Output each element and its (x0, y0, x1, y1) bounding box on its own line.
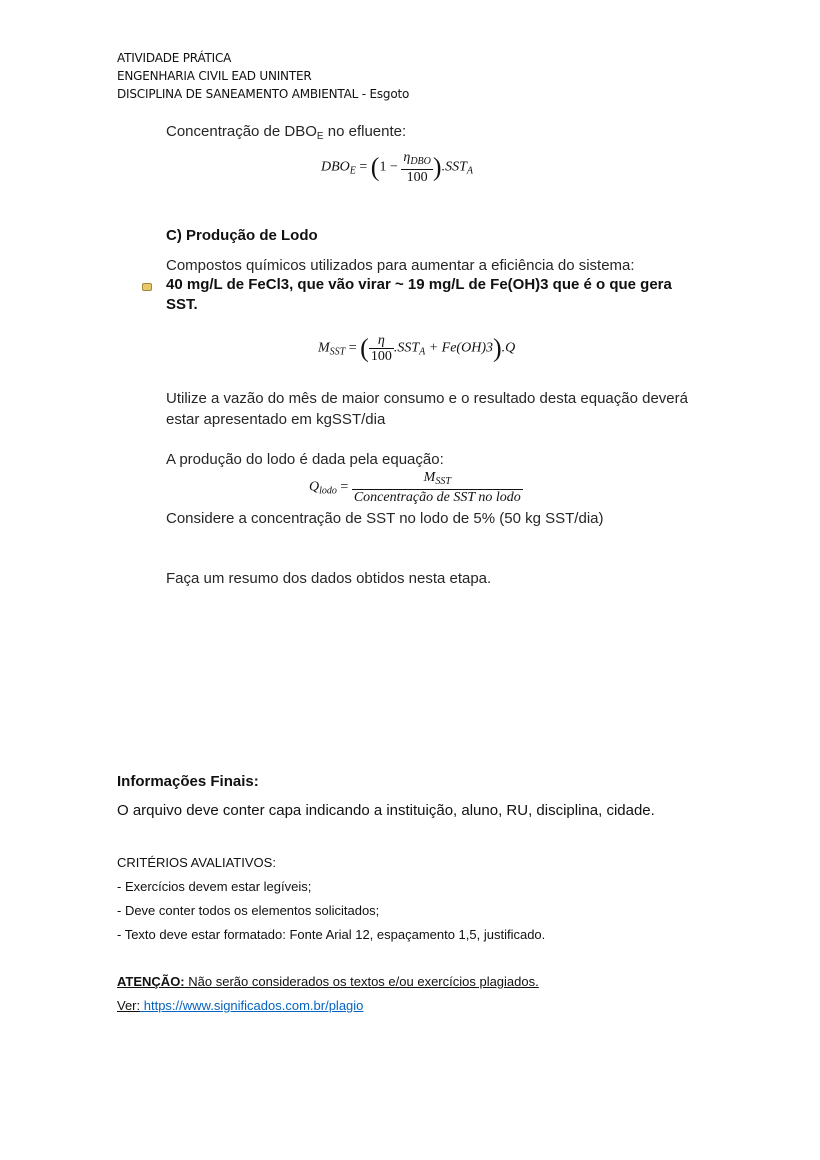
eq-dbo-one: 1 − (379, 159, 402, 175)
criteria-title: CRITÉRIOS AVALIATIVOS: (117, 855, 276, 870)
final-heading: Informações Finais: (117, 773, 259, 790)
eq-qlodo-den: Concentração de SST no lodo (353, 490, 521, 505)
open-paren: ( (360, 333, 369, 363)
eq-msst-num: η (377, 333, 385, 348)
bullet-line-1: 40 mg/L de FeCl3, que vão virar ~ 19 mg/L de Fe(OH)3 que é o que gera (166, 276, 672, 293)
eq-qlodo-num: M (423, 470, 436, 485)
attention-text: Não serão considerados os textos e/ou exercícios plagiados. (184, 974, 539, 989)
dbo-intro (166, 123, 406, 142)
dbo-intro-prefix: Concentração de DBO (166, 123, 317, 140)
bullet-icon (142, 278, 152, 286)
criteria-item: - Exercícios devem estar legíveis; (117, 879, 312, 894)
header-line-2: ENGENHARIA CIVIL EAD UNINTER (117, 69, 312, 83)
lodo-paragraph-2-line-2: estar apresentado em kgSST/dia (166, 411, 386, 428)
eq-msst-lhs-sub: SST (329, 346, 346, 358)
dbo-intro-suffix: no efluente: (323, 123, 407, 140)
eq-dbo-tail-sub: A (466, 165, 473, 177)
msst-equation (318, 333, 515, 364)
eq-qlodo-lhs: Q (309, 479, 320, 495)
criteria-item: - Texto deve estar formatado: Fonte Arial 12, espaçamento 1,5, justificado. (117, 927, 546, 942)
criteria-item: - Deve conter todos os elementos solicitados; (117, 903, 380, 918)
eq-msst-den: 100 (370, 349, 392, 364)
lodo-paragraph-4: Considere a concentração de SST no lodo de 5% (50 kg SST/dia) (166, 510, 604, 527)
eq-msst-fraction (369, 333, 394, 364)
qlodo-equation (309, 470, 523, 505)
eq-msst-equals: = (345, 340, 361, 356)
open-paren: ( (370, 152, 380, 182)
see-label: Ver: (117, 998, 141, 1013)
close-paren: ) (492, 333, 502, 363)
eq-dbo-num-sub: DBO (410, 156, 431, 167)
see-line (117, 998, 363, 1013)
eq-msst-lhs: M (318, 340, 330, 356)
eq-qlodo-lhs-sub: lodo (319, 485, 337, 497)
lodo-paragraph-1: Compostos químicos utilizados para aumentar a eficiência do sistema: (166, 257, 635, 274)
lodo-paragraph-5: Faça um resumo dos dados obtidos nesta etapa. (166, 570, 492, 587)
attention-line (117, 974, 539, 989)
plagio-link[interactable]: https://www.significados.com.br/plagio (140, 998, 364, 1013)
eq-dbo-den: 100 (401, 169, 433, 185)
section-c-heading: C) Produção de Lodo (166, 227, 318, 244)
eq-msst-plus: + Fe(OH)3 (425, 340, 493, 356)
eq-dbo-fraction (401, 150, 433, 185)
eq-qlodo-fraction (352, 470, 523, 505)
eq-dbo-tail: .SST (441, 159, 467, 175)
eq-dbo-num: η (403, 150, 411, 165)
bullet-line-2: SST. (166, 296, 198, 313)
close-paren: ) (432, 152, 442, 182)
dbo-intro-sub: E (316, 131, 324, 142)
eq-msst-mid: .SST (393, 340, 420, 356)
eq-qlodo-num-sub: SST (435, 476, 451, 487)
eq-dbo-equals: = (355, 159, 371, 175)
header-line-3: DISCIPLINA DE SANEAMENTO AMBIENTAL - Esgoto (117, 87, 410, 101)
eq-msst-mid-sub: A (419, 346, 426, 358)
dbo-equation (321, 150, 473, 185)
eq-msst-q: .Q (501, 340, 516, 356)
lodo-paragraph-3: A produção do lodo é dada pela equação: (166, 451, 444, 468)
eq-dbo-lhs-sub: E (349, 165, 356, 177)
eq-dbo-lhs: DBO (321, 159, 350, 175)
attention-label: ATENÇÃO: (117, 974, 185, 989)
final-text: O arquivo deve conter capa indicando a instituição, aluno, RU, disciplina, cidade. (117, 802, 655, 819)
lodo-paragraph-2-line-1: Utilize a vazão do mês de maior consumo e o resultado desta equação deverá (166, 390, 688, 407)
header-line-1: ATIVIDADE PRÁTICA (117, 51, 232, 65)
eq-qlodo-equals: = (336, 479, 352, 495)
